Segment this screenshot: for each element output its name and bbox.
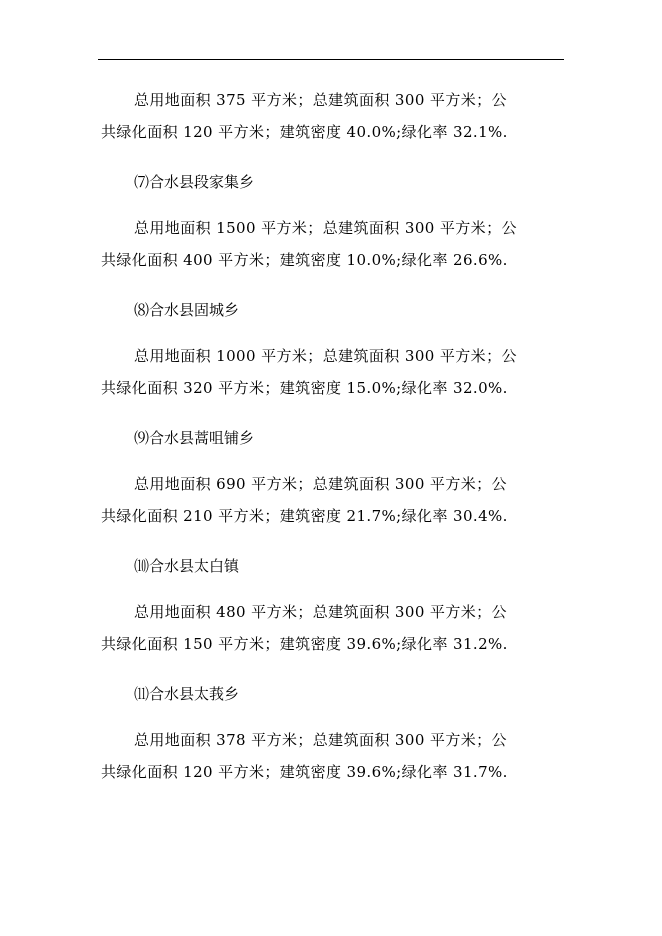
section-1 [101, 168, 561, 276]
section-5 [101, 680, 561, 788]
section-2 [101, 296, 561, 404]
paragraph-line: 共绿化面积 120 平方米；建筑密度 40.0%;绿化率 32.1%. [101, 123, 508, 141]
paragraph-line: 共绿化面积 150 平方米；建筑密度 39.6%;绿化率 31.2%. [101, 635, 508, 653]
section-heading: ⑾合水县太莪乡 [134, 685, 240, 703]
document-body [101, 84, 561, 788]
section-heading: ⑻合水县固城乡 [134, 301, 240, 319]
paragraph-line: 共绿化面积 120 平方米；建筑密度 39.6%;绿化率 31.7%. [101, 763, 508, 781]
section-paragraph [101, 724, 561, 788]
section-heading: ⑼合水县蒿咀铺乡 [134, 429, 255, 447]
section-0 [101, 84, 561, 148]
section-heading: ⑽合水县太白镇 [134, 557, 240, 575]
header-rule [98, 59, 564, 60]
paragraph-line: 共绿化面积 210 平方米；建筑密度 21.7%;绿化率 30.4%. [101, 507, 508, 525]
paragraph-line: 总用地面积 480 平方米；总建筑面积 300 平方米；公 [134, 603, 507, 621]
section-paragraph [101, 596, 561, 660]
paragraph-line: 总用地面积 1000 平方米；总建筑面积 300 平方米；公 [134, 347, 517, 365]
section-paragraph [101, 212, 561, 276]
section-3 [101, 424, 561, 532]
paragraph-line: 总用地面积 690 平方米；总建筑面积 300 平方米；公 [134, 475, 507, 493]
paragraph-line: 总用地面积 1500 平方米；总建筑面积 300 平方米；公 [134, 219, 517, 237]
paragraph-line: 总用地面积 378 平方米；总建筑面积 300 平方米；公 [134, 731, 507, 749]
paragraph-line: 总用地面积 375 平方米；总建筑面积 300 平方米；公 [134, 91, 507, 109]
section-paragraph [101, 84, 561, 148]
paragraph-line: 共绿化面积 320 平方米；建筑密度 15.0%;绿化率 32.0%. [101, 379, 508, 397]
section-heading: ⑺合水县段家集乡 [134, 173, 255, 191]
section-paragraph [101, 468, 561, 532]
section-4 [101, 552, 561, 660]
section-paragraph [101, 340, 561, 404]
paragraph-line: 共绿化面积 400 平方米；建筑密度 10.0%;绿化率 26.6%. [101, 251, 508, 269]
